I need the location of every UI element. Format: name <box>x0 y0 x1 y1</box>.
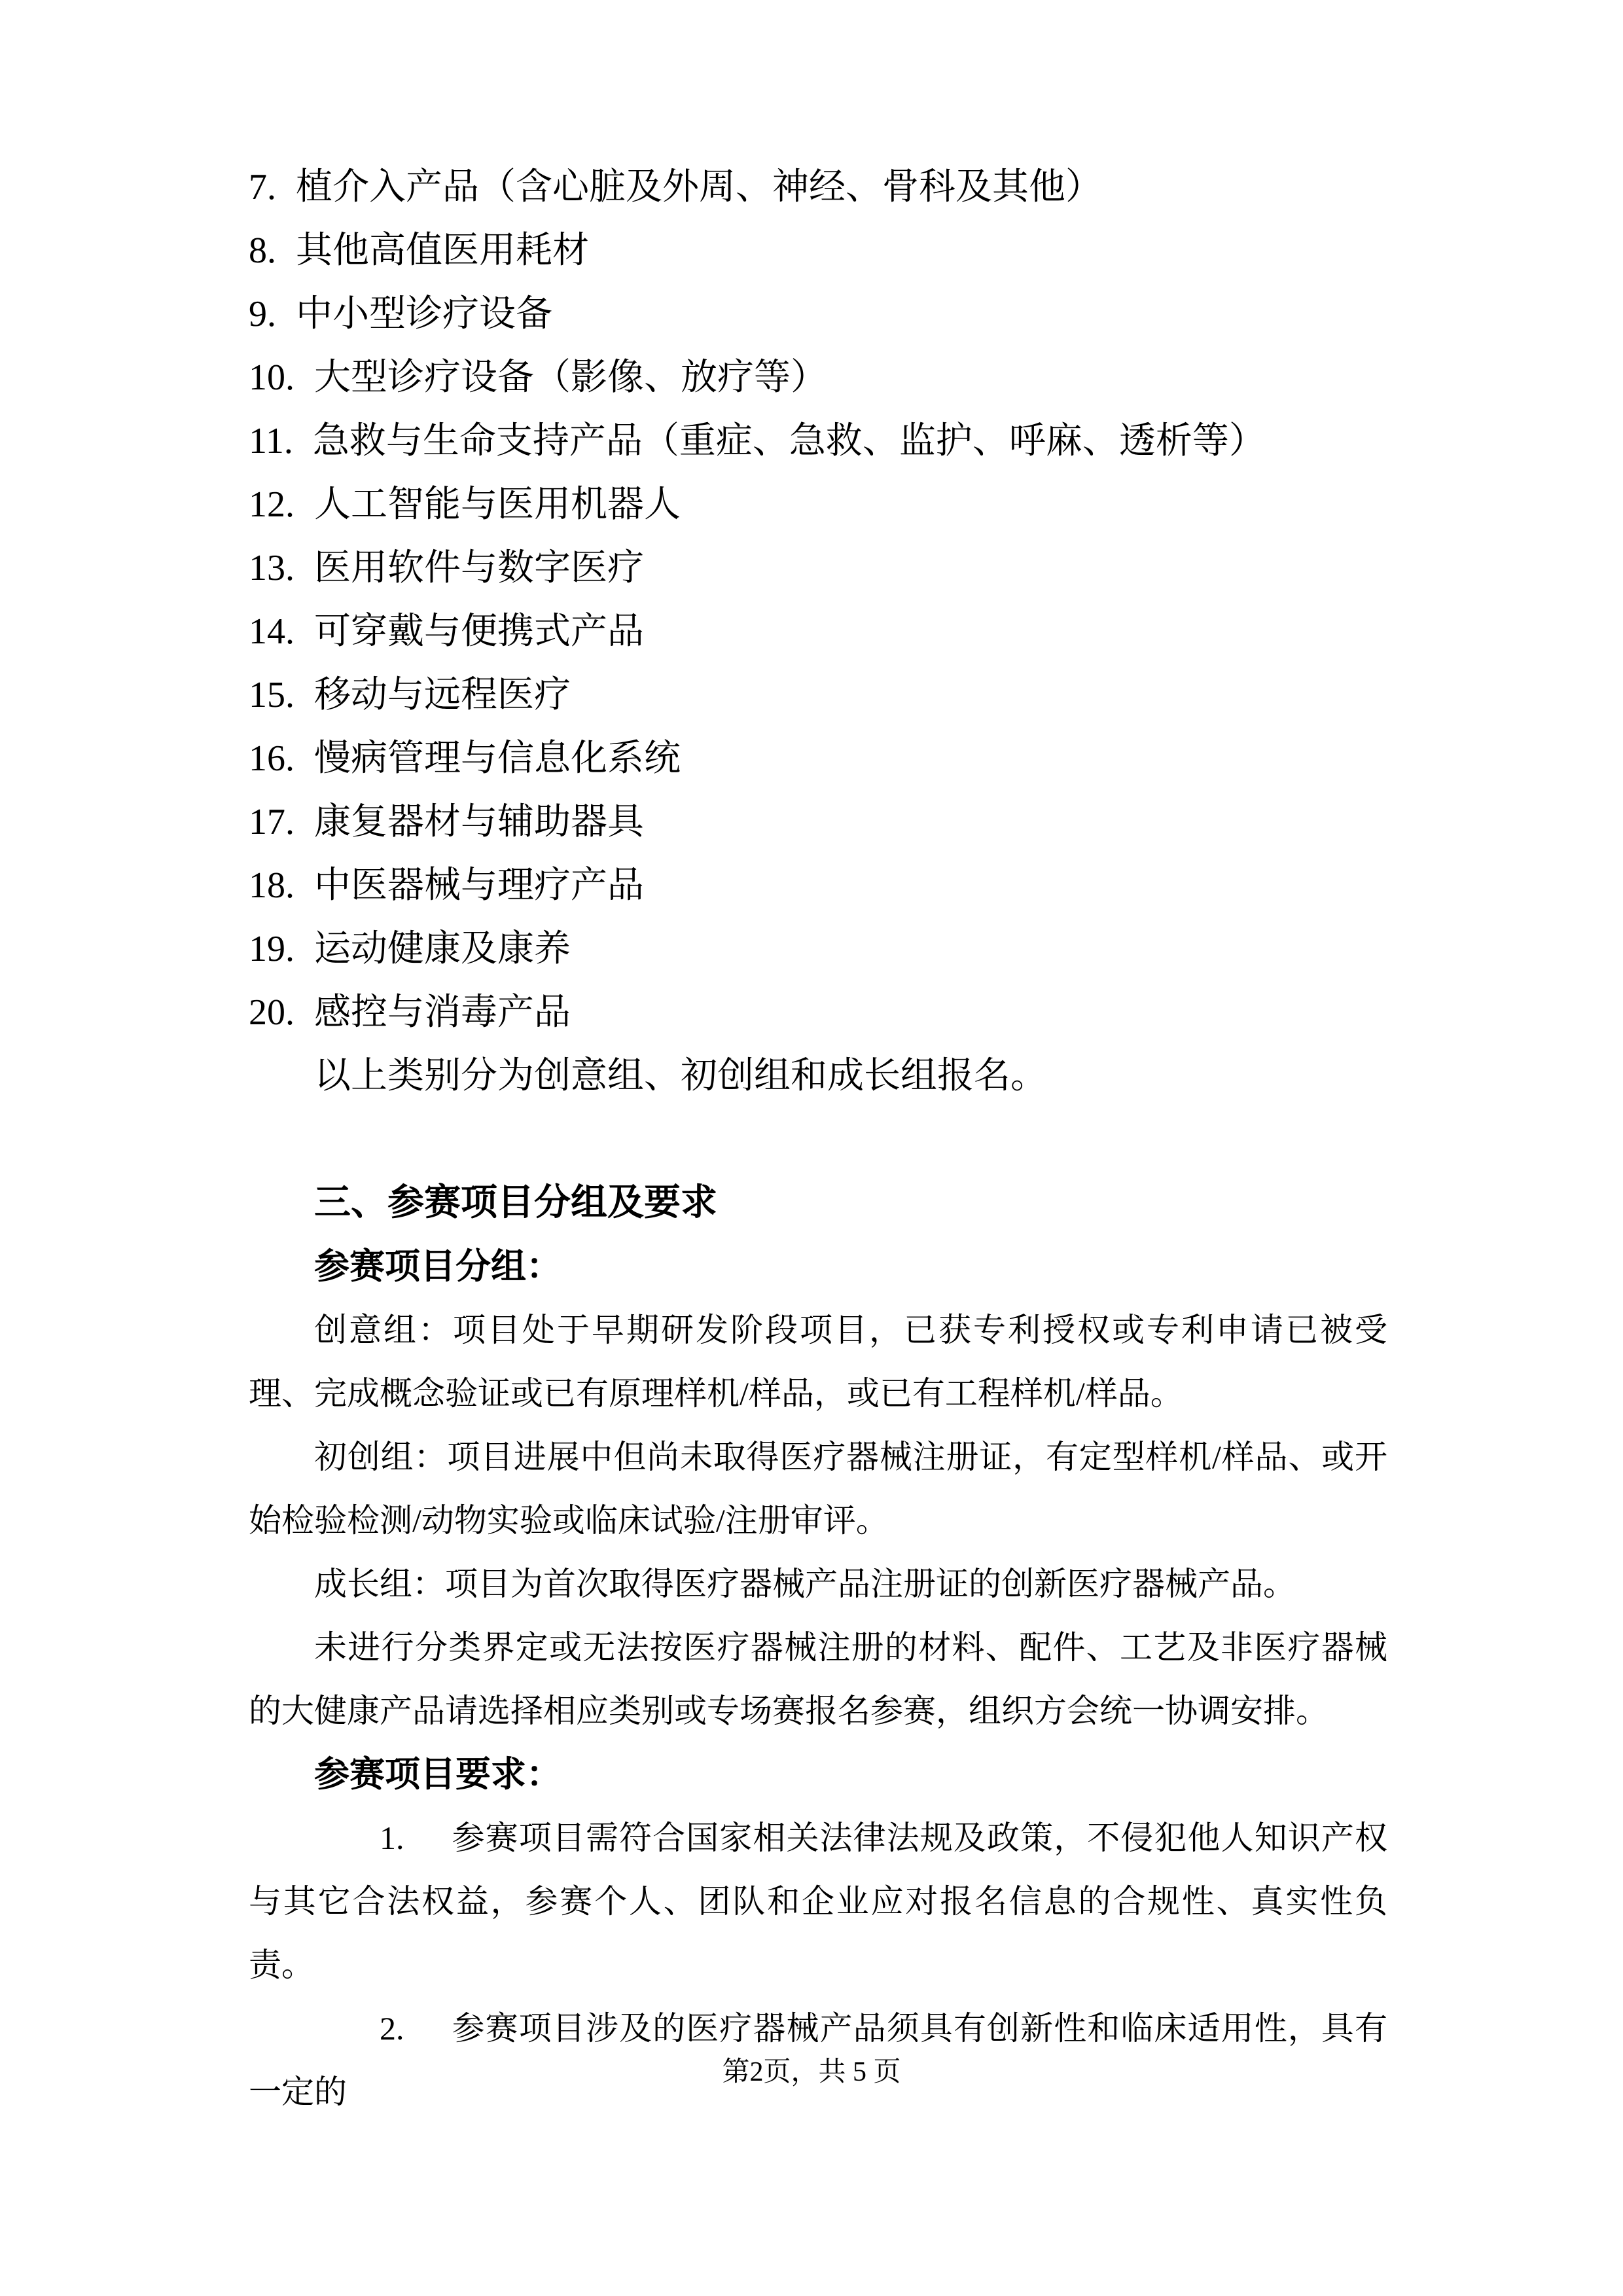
groups-subheading: 参赛项目分组： <box>314 1247 562 1286</box>
section-heading: 三、参赛项目分组及要求 <box>314 1183 717 1223</box>
group-paragraph-startup: 初创组：项目进展中但尚未取得医疗器械注册证，有定型样机/样品、或开始检验检测/动物实验或临床试验/注册审评。 <box>249 1439 1387 1539</box>
list-item-text: 植介入产品（含心脏及外周、神经、骨科及其他） <box>296 167 1102 207</box>
list-item <box>249 981 1387 1045</box>
group-paragraph-other: 未进行分类界定或无法按医疗器械注册的材料、配件、工艺及非医疗器械的大健康产品请选择相应类别或专场赛报名参赛，组织方会统一协调安排。 <box>249 1629 1387 1729</box>
document-body <box>249 156 1387 2124</box>
list-item-number: 10. <box>249 357 294 398</box>
list-item <box>249 473 1387 537</box>
list-item-number: 14. <box>249 611 294 652</box>
list-item-number: 18. <box>249 865 294 906</box>
requirement-number: 1. <box>380 1820 404 1856</box>
list-item <box>249 346 1387 410</box>
list-item <box>249 727 1387 791</box>
list-item-text: 移动与远程医疗 <box>314 675 571 715</box>
list-item <box>249 918 1387 981</box>
list-item-number: 9. <box>249 294 276 334</box>
requirements-subheading: 参赛项目要求： <box>314 1755 562 1794</box>
list-item <box>249 219 1387 283</box>
list-item <box>249 410 1387 473</box>
list-item <box>249 156 1387 219</box>
list-item-text: 康复器材与辅助器具 <box>314 802 644 842</box>
group-paragraph-growth: 成长组：项目为首次取得医疗器械产品注册证的创新医疗器械产品。 <box>314 1566 1296 1602</box>
list-item <box>249 283 1387 346</box>
list-item-number: 11. <box>249 421 293 461</box>
requirement-number: 2. <box>380 2010 404 2047</box>
list-item-text: 医用软件与数字医疗 <box>314 548 644 588</box>
page-footer: 第2页，共 5 页 <box>722 2057 901 2087</box>
list-item-number: 17. <box>249 802 294 842</box>
list-item-number: 19. <box>249 929 294 969</box>
list-item-text: 中小型诊疗设备 <box>296 294 552 334</box>
list-item-number: 15. <box>249 675 294 715</box>
list-item-text: 其他高值医用耗材 <box>296 230 589 271</box>
list-item-text: 感控与消毒产品 <box>314 992 571 1033</box>
list-item-text: 慢病管理与信息化系统 <box>314 738 681 779</box>
list-item-text: 中医器械与理疗产品 <box>314 865 644 906</box>
list-item-text: 急救与生命支持产品（重症、急救、监护、呼麻、透析等） <box>312 421 1266 461</box>
list-item-text: 人工智能与医用机器人 <box>314 484 681 525</box>
list-item-text: 大型诊疗设备（影像、放疗等） <box>314 357 827 398</box>
list-item-number: 16. <box>249 738 294 779</box>
list-item-text: 可穿戴与便携式产品 <box>314 611 644 652</box>
blank-line <box>249 1108 1387 1172</box>
groups-closing-line: 以上类别分为创意组、初创组和成长组报名。 <box>314 1056 1047 1096</box>
group-paragraph-creative: 创意组：项目处于早期研发阶段项目，已获专利授权或专利申请已被受理、完成概念验证或已有原理样机/样品，或已有工程样机/样品。 <box>249 1312 1387 1412</box>
list-item-number: 13. <box>249 548 294 588</box>
requirement-text: 参赛项目需符合国家相关法律法规及政策，不侵犯他人知识产权与其它合法权益，参赛个人、团队和企业应对报名信息的合规性、真实性负责。 <box>249 1820 1387 1983</box>
list-item <box>249 791 1387 854</box>
requirement-text: 参赛项目涉及的医疗器械产品须具有创新性和临床适用性，具有一定的 <box>249 2010 1387 2110</box>
list-item <box>249 854 1387 918</box>
requirement-item <box>249 1806 1387 1997</box>
list-item-text: 运动健康及康养 <box>314 929 571 969</box>
list-item-number: 8. <box>249 230 276 271</box>
list-item-number: 12. <box>249 484 294 525</box>
list-item <box>249 600 1387 664</box>
list-item <box>249 537 1387 600</box>
list-item-number: 7. <box>249 167 276 207</box>
list-item-number: 20. <box>249 992 294 1033</box>
list-item <box>249 664 1387 727</box>
